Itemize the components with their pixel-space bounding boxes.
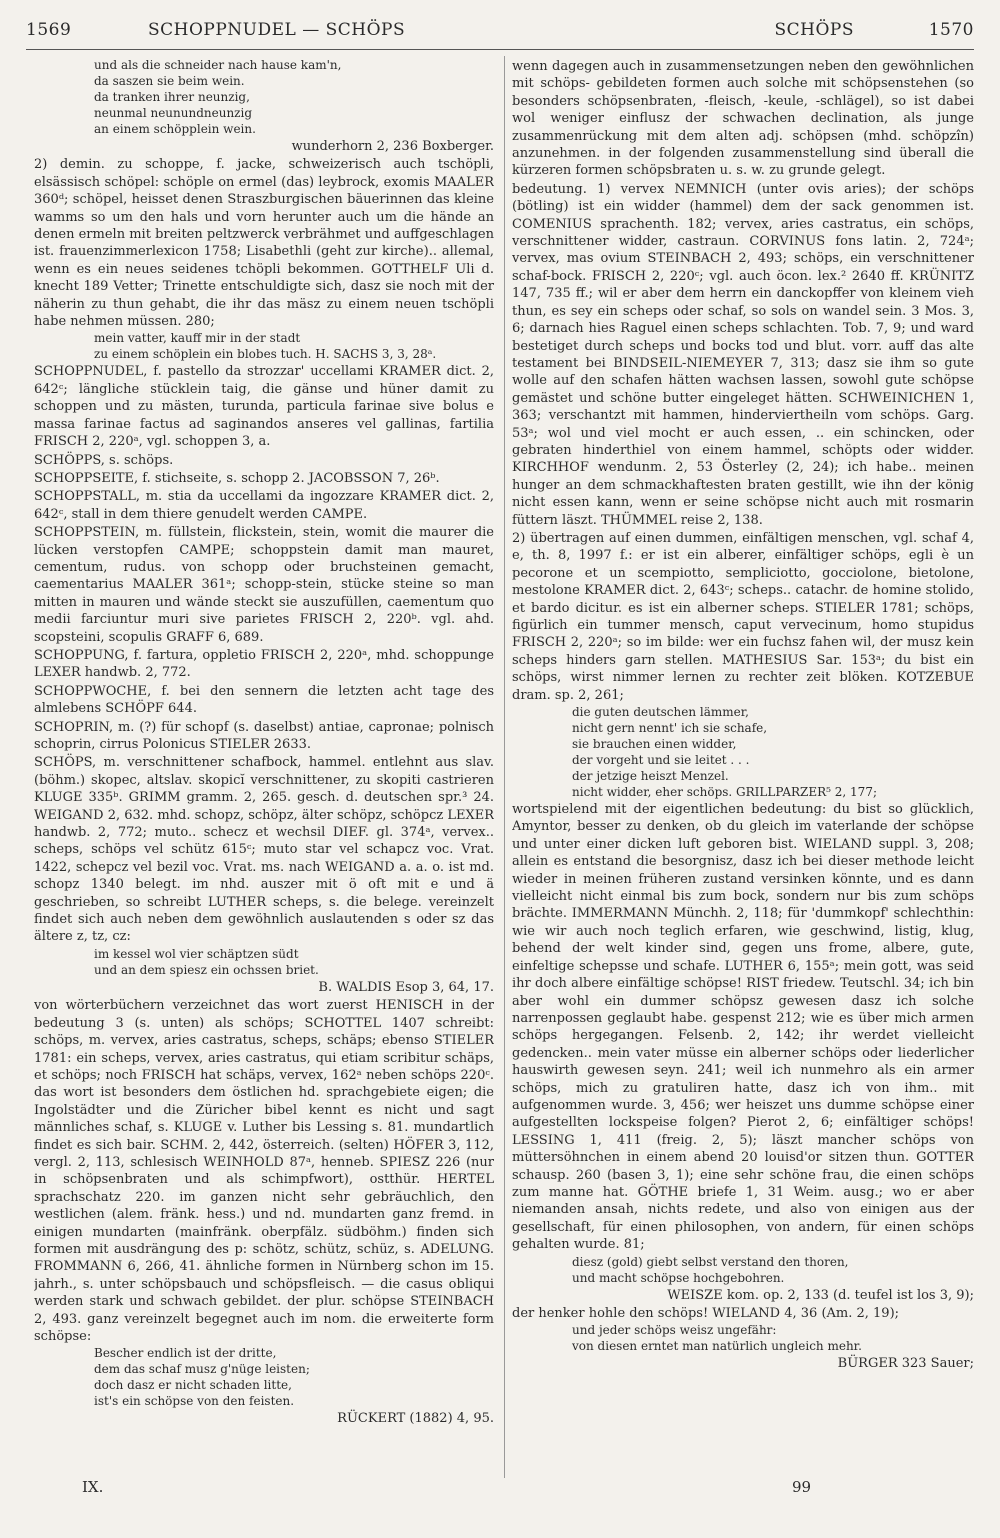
verse-line: im kessel wol vier schäptzen südt (94, 946, 299, 961)
verse-line: sie brauchen einen widder, (572, 737, 737, 752)
header-rule (26, 49, 974, 50)
column-divider (504, 56, 505, 1478)
citation: RÜCKERT (1882) 4, 95. (337, 1411, 494, 1427)
verse-line: an einem schöpplein wein. (94, 122, 256, 136)
page-number-left: 1569 (26, 20, 72, 40)
citation: BÜRGER 323 Sauer; (837, 1356, 974, 1372)
entry-schoprin: SCHOPRIN, m. (?) für schopf (s. daselbst) antiae, capronae; polnisch schoprin, cirrus Polonicus STIELER 2633. (34, 719, 494, 752)
verse-line: nicht gern nennt' ich sie schafe, (572, 721, 768, 736)
left-column (34, 58, 494, 1466)
entry-schoppnudel: SCHOPPNUDEL, f. pastello da strozzar' uccellami KRAMER dict. 2, 642ᶜ; längliche stücklein taig, die gänse und hüner damit zu schoppen und zu mästen, turunda, particula farinae sive bolus e massa farinae factus ad saginandos anseres vel gallinas, fartilia FRISCH 2, 220ᵃ, vgl. schoppen 3, a. (34, 364, 494, 450)
verse-line: da saszen sie beim wein. (94, 74, 245, 88)
verse-line: und an dem spiesz ein ochssen briet. (94, 962, 319, 977)
entry-schoppseite: SCHOPPSEITE, f. stichseite, s. schopp 2. JACOBSSON 7, 26ᵇ. (34, 470, 440, 486)
verse-line: da tranken ihrer neunzig, (94, 90, 250, 104)
entry-schoeps: SCHÖPS, m. verschnittener schafbock, hammel. entlehnt aus slav. (böhm.) skopec, altslav. skopicĭ verschnittener, zu skopiti castrieren KLUGE 335ᵇ. GRIMM gramm. 2, 265. gesch. d. deutschen spr.³ 24. WEIGAND 2, 632. mhd. schopz, schöpz, älter schöpz, schöpcz LEXER handwb. 2, 772; muto.. schecz et wechsil DIEF. gl. 374ᵃ, vervex.. scheps, schöps vel schütz 615ᶜ; muto star vel schapcz voc. Vrat. 1422, schepcz vel bezil voc. Vrat. ms. nach WEIGAND a. a. o. ist md. schopz 1340 belegt. im nhd. auszer mit ö oft mit e und ä geschrieben, so schreibt LUTHER scheps, s. die belege. vereinzelt findet sich auch neben dem gewöhnlich auslautenden s oder sz das ältere z, tz, cz: (34, 755, 494, 945)
verse-line: von diesen erntet man natürlich ungleich mehr. (572, 1339, 862, 1354)
verse-line: und macht schöpse hochgebohren. (572, 1270, 785, 1285)
entry-paragraph: von wörterbüchern verzeichnet das wort zuerst HENISCH in der bedeutung 3 (s. unten) als schöps; SCHOTTEL 1407 schreibt: schöps, m. vervex, aries castratus, scheps, schäps; ebenso STIELER 1781: ein scheps, vervex, aries castratus, qui etiam scribitur schäps, et schöps; noch FRISCH hat schäps, vervex, 162ᵃ neben schöps 220ᶜ. das wort ist besonders dem östlichen hd. sprachgebiete eigen; die Ingolstädter und die Züricher bibel kennt es nicht und sagt männliches schaf, s. KLUGE v. Luther bis Lessing s. 81. mundartlich findet es sich bair. SCHM. 2, 442, österreich. (selten) HÖFER 3, 112, vergl. 2, 113, schlesisch WEINHOLD 87ᵃ, henneb. SPIESZ 226 (nur in schöpsenbraten und als schimpfwort), ostthür. HERTEL sprachschatz 220. im ganzen nicht sehr gebräuchlich, den westlichen (alem. fränk. hess.) und nd. mundarten ganz fremd. in einigen mundarten (mainfränk. oberpfälz. südböhm.) finden sich formen mit ausdrängung des p: schötz, schütz, schüz, s. ADELUNG. FROMMANN 6, 266, 41. ähnliche formen in Nürnberg schon im 15. jahrh., s. unter schöpsbauch und schöpsfleisch. — die casus obliqui werden stark und schwach gebildet. der plur. schöpse STEINBACH 2, 493. ganz vereinzelt begegnet auch im nom. die erweiterte form schöpse: (34, 998, 494, 1344)
verse-line: neunmal neunundneunzig (94, 106, 253, 120)
running-title-right: SCHÖPS (774, 20, 854, 40)
verse-line: diesz (gold) giebt selbst verstand den thoren, (572, 1254, 849, 1269)
quote-line: der henker hohle den schöps! WIELAND 4, 36 (Am. 2, 19); (512, 1306, 900, 1321)
entry-schoepps: SCHÖPPS, s. schöps. (34, 452, 174, 468)
citation: B. WALDIS Esop 3, 64, 17. (318, 979, 494, 995)
meaning-1: bedeutung. 1) vervex NEMNICH (unter ovis aries); der schöps (bötling) ist ein widder (hammel) dem der sack genommen ist. COMENIUS sprachenth. 182; vervex, aries castratus, ein schöps, verschnittener widder, castraun. CORVINUS fons latin. 2, 724ᵃ; vervex, mas ovium STEINBACH 2, 493; schöps, ein verschnittener schaf-bock. FRISCH 2, 220ᶜ; vgl. auch öcon. lex.² 2640 ff. KRÜNITZ 147, 735 ff.; wil er aber dem herrn ein danckopffer von kleinem vieh thun, es sey ein scheps oder schaf, so sols on wandel sein. 3 Mos. 3, 6; darnach hies Raguel einen scheps schlachten. Tob. 7, 9; und ward bestetiget durch scheps und bocks tod und blut. vorr. auff das alte testament bei BINDSEIL-NIEMEYER 7, 313; dasz sie ihm so gute wolle auf den schafen hätten wachsen lassen, sowohl gute schöpse gemästet und schöne butter eingeleget hätten. SCHWEINICHEN 1, 363; verschantzt mit hammen, hinderviertheiln vom schöps. Garg. 53ᵃ; wol und viel mocht er auch essen, .. ein schincken, oder gebraten hinderthiel von einem hammel, schöpts oder widder. KIRCHHOF wendunm. 2, 53 Österley (2, 24); ich habe.. meinen hunger an dem schmackhaftesten braten gestillt, wie ihn der könig nicht essen kann, wenn er seine schöpse nicht auch mit rosmarin füttern läszt. THÜMMEL reise 2, 138. (512, 181, 974, 528)
citation: wunderhorn 2, 236 Boxberger. (291, 139, 494, 154)
running-title-left: SCHOPPNUDEL — SCHÖPS (148, 20, 406, 40)
verse-line: dem das schaf musz g'nüge leisten; (94, 1362, 310, 1377)
right-column (512, 58, 974, 1466)
verse-line: der jetzige heiszt Menzel. (572, 769, 729, 784)
verse-line: mein vatter, kauff mir in der stadt (94, 331, 301, 346)
entry-schoppstall: SCHOPPSTALL, m. stia da uccellami da ingozzare KRAMER dict. 2, 642ᶜ, stall in dem thiere genudelt werden CAMPE. (34, 489, 494, 522)
verse-line: zu einem schöplein ein blobes tuch. H. SACHS 3, 3, 28ᵃ. (94, 347, 437, 362)
verse-line: doch dasz er nicht schaden litte, (94, 1378, 292, 1393)
citation: WEISZE kom. op. 2, 133 (d. teufel ist los 3, 9); (667, 1287, 974, 1303)
verse-line: und als die schneider nach hause kam'n, (94, 58, 342, 72)
entry-schoppung: SCHOPPUNG, f. fartura, oppletio FRISCH 2, 220ᵃ, mhd. schoppunge LEXER handwb. 2, 772. (34, 647, 494, 681)
verse-line: und jeder schöps weisz ungefähr: (572, 1323, 777, 1338)
entry-schoppstein: SCHOPPSTEIN, m. füllstein, flickstein, stein, womit die maurer die lücken verstopfen CAMPE; schoppstein damit man mauret, cementum, rudus. von schopp oder bruchsteinen gemacht, caementarius MAALER 361ᵃ; schopp-stein, stücke steine so man mitten in mauren und wände steckt sie auszufüllen, caementum quo medii farciuntur muri sive parietes FRISCH 2, 220ᵇ. vgl. ahd. scopsteini, scopulis GRAFF 6, 689. (34, 525, 494, 645)
entry-paragraph: 2) demin. zu schoppe, f. jacke, schweizerisch auch tschöpli, elsässisch schöpel: schöple on ermel (das) leybrock, exomis MAALER 360ᵈ; schöpel, heisset denen Straszburgischen bäuerinnen das kleine wamms so um den hals und vorn herunter auch um die hände an denen ermeln mit breiten peltzwerck verbrähmet und auffgeschlagen ist. frauenzimmerlexicon 1758; Lisabethli (geht zur kirche).. allemal, wenn es ein neues seidenes tchöpli bekommen. GOTTHELF Uli d. knecht 189 Vetter; Trinette entschuldigte sich, dasz sie noch mit der näherin zu thun gehabt, die ihr das mäsz zu einem neuen tschöpli habe nehmen müssen. 280; (34, 157, 494, 330)
entry-paragraph: wenn dagegen auch in zusammensetzungen neben den gewöhnlichen mit schöps- gebildeten formen auch solche mit schöpsenstehen (so besonders schöpsenbraten, -fleisch, -keule, -schlägel), so ist dabei wol weniger einflusz der schwachen declination, als junge zusammenrückung mit dem alten adj. schöpsen (mhd. schöpzîn) anzunehmen. in der folgenden zusammenstellung sind überall die kürzeren formen schöpsbraten u. s. w. zu grunde gelegt. (512, 59, 974, 179)
verse-line: Bescher endlich ist der dritte, (94, 1346, 277, 1361)
meaning-2: 2) übertragen auf einen dummen, einfältigen menschen, vgl. schaf 4, e, th. 8, 1997 f.: er ist ein alberer, einfältiger schöps, egli è un pecorone et un scempiotto, sempliciotto, gocciolone, bietolone, mestolone KRAMER dict. 2, 643ᶜ; scheps.. catachr. de homine stolido, et bardo dicitur. es ist ein alberner scheps. STIELER 1781; schöps, figürlich ein tummer mensch, caput vervecinum, homo stupidus FRISCH 2, 220ᵃ; so im bilde: wer ein fuchsz fahen wil, der musz kein scheps hinders garn stellen. MATHESIUS Sar. 153ᵃ; du bist ein schöps, wirst nimmer lernen zu rechter zeit blöken. KOTZEBUE dram. sp. 2, 261; (512, 530, 974, 703)
signature-mark: IX. (82, 1478, 104, 1496)
running-head (26, 20, 974, 46)
folio-number: 99 (792, 1478, 812, 1496)
verse-line: der vorgeht und sie leitet . . . (572, 753, 750, 768)
verse-line: nicht widder, eher schöps. GRILLPARZER⁵ 2, 177; (572, 785, 877, 800)
verse-line: die guten deutschen lämmer, (572, 705, 749, 720)
page-number-right: 1570 (928, 20, 974, 40)
entry-schoppwoche: SCHOPPWOCHE, f. bei den sennern die letzten acht tage des almlebens SCHÖPF 644. (34, 683, 494, 717)
entry-paragraph: wortspielend mit der eigentlichen bedeutung: du bist so glücklich, Amyntor, besser zu denken, ob du gleich im vaterlande der schöpse und unter einer dicken luft geboren bist. WIELAND suppl. 3, 208; allein es entstand die besorgnisz, dasz ich bei dieser methode leicht wieder in meinen früheren zustand versinken könnte, und es dann vielleicht nicht einmal bis zum bock, sondern nur bis zum schöps brächte. IMMERMANN Münchh. 2, 118; für 'dummkopf' schlechthin: wie wir auch noch teglich erfaren, wie geschwind, listig, klug, behend der welt kinder sind, gegen uns frome, albere, gute, einfeltige schepsse und schafe. LUTHER 6, 155ᵃ; mein gott, was seid ihr doch albere einfältige schöpse! RIST friedew. Teutschl. 34; ich bin aber wohl ein dummer schöpsz gewesen dasz ich solche narrenpossen geglaubt habe. gespenst 212; wie es über mich armen schöps hergegangen. Felsenb. 2, 142; ihr werdet vielleicht gedencken.. mein vater müsse ein alberner schöps oder liederlicher hauswirth gewesen seyn. 241; weil ich nunmehro als ein armer schöps, mich zu gratuliren hatte, dasz ich von ihm.. mit aufgenommen wurde. 3, 456; wer heiszet uns dumme schöpse einer aufgestellten lockspeise folgen? Pierot 2, 6; einfältiger schöps! LESSING 1, 411 (freig. 2, 5); läszt mancher schöps von müttersöhnchen in einem abend 20 louisd'or sitzen thun. GOTTER schausp. 260 (basen 3, 1); eine sehr schöne frau, die einen schöps zum manne hat. GÖTHE briefe 1, 31 Weim. ausg.; wo er aber niemanden ansah, nichts redete, und also von einigen aus der gesellschaft, für einen philosophen, von andern, für einen schöps gehalten wurde. 81; (512, 802, 974, 1253)
verse-line: ist's ein schöpse von den feisten. (94, 1394, 295, 1409)
